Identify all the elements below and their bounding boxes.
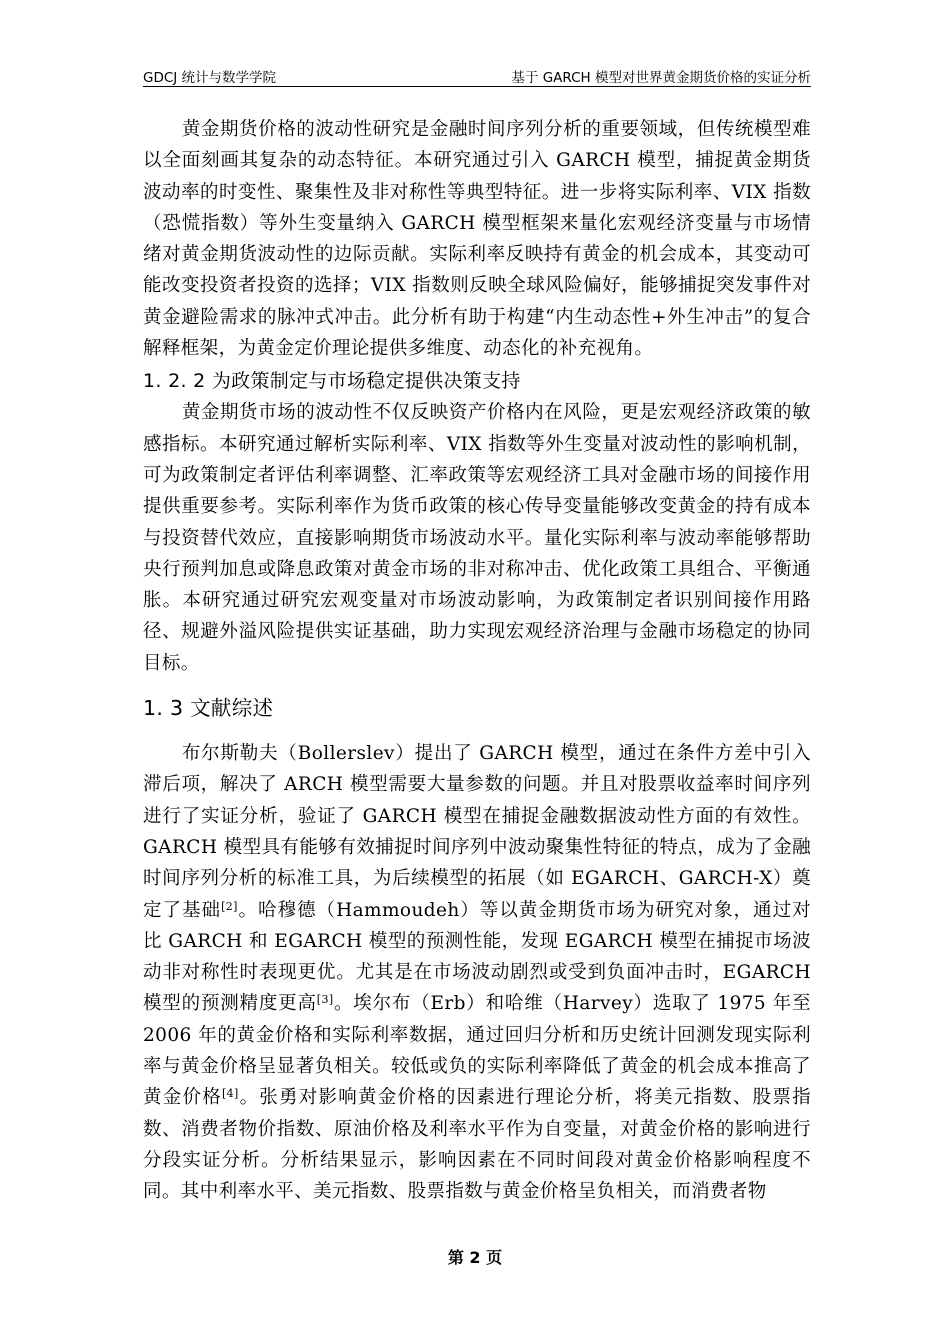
paragraph-2: 黄金期货市场的波动性不仅反映资产价格内在风险，更是宏观经济政策的敏感指标。本研究通过解析实际利率、VIX 指数等外生变量对波动性的影响机制，可为政策制定者评估利率调整、汇率政策等宏观经济工具对金融市场的间接作用提供重要参考。实际利率作为货币政策的核心传导变量能够改变黄金的持有成本与投资替代效应，直接影响期货市场波动水平。量化实际利率与波动率能够帮助央行预判加息或降息政策对黄金市场的非对称冲击、优化政策工具组合、平衡通胀。本研究通过研究宏观变量对市场波动影响，为政策制定者识别间接作用路径、规避外溢风险提供实证基础，助力实现宏观经济治理与金融市场稳定的协同目标。 bbox=[143, 402, 811, 674]
section-heading-1-2-2: 1. 2. 2 为政策制定与市场稳定提供决策支持 bbox=[143, 370, 521, 393]
paragraph-3-part-b: 。哈穆德（Hammoudeh）等以黄金期货市场为研究对象，通过对比 GARCH 和 EGARCH 模型的预测性能，发现 EGARCH 模型在捕捉市场波动非对称性时表现更优。尤其是在市场波动剧烈或受到负面冲击时，EGARCH 模型的预测精度更高 bbox=[143, 899, 811, 1015]
citation-4: [4] bbox=[221, 1087, 239, 1101]
citation-2: [2] bbox=[221, 899, 238, 913]
paragraph-3-part-c: 。埃尔布（Erb）和哈维（Harvey）选取了 1975 年至 2006 年的黄金价格和实际利率数据，通过回归分析和历史统计回测发现实际利率与黄金价格呈显著负相关。较低或负的实际利率降低了黄金的机会成本推高了黄金价格 bbox=[143, 993, 811, 1109]
header-divider bbox=[143, 86, 811, 87]
body-text bbox=[143, 114, 811, 1208]
paragraph-3 bbox=[143, 738, 811, 1207]
page-number: 第 2 页 bbox=[447, 1248, 503, 1267]
paragraph-1: 黄金期货价格的波动性研究是金融时间序列分析的重要领域，但传统模型难以全面刻画其复杂的动态特征。本研究通过引入 GARCH 模型，捕捉黄金期货波动率的时变性、聚集性及非对称性等典型特征。进一步将实际利率、VIX 指数（恐慌指数）等外生变量纳入 GARCH 模型框架来量化宏观经济变量与市场情绪对黄金期货波动性的边际贡献。实际利率反映持有黄金的机会成本，其变动可能改变投资者投资的选择；VIX 指数则反映全球风险偏好，能够捕捉突发事件对黄金避险需求的脉冲式冲击。此分析有助于构建“内生动态性+外生冲击”的复合解释框架，为黄金定价理论提供多维度、动态化的补充视角。 bbox=[143, 119, 811, 360]
section-heading-1-3: 1. 3 文献综述 bbox=[143, 696, 274, 721]
citation-3: [3] bbox=[316, 993, 334, 1007]
running-header bbox=[143, 62, 811, 86]
paragraph-3-part-a: 布尔斯勒夫（Bollerslev）提出了 GARCH 模型，通过在条件方差中引入滞后项，解决了 ARCH 模型需要大量参数的问题。并且对股票收益率时间序列进行了实证分析，验证了 GARCH 模型在捕捉金融数据波动性方面的有效性。GARCH 模型具有能够有效捕捉时间序列中波动聚集性特征的特点，成为了金融时间序列分析的标准工具，为后续模型的拓展（如 EGARCH、GARCH-X）奠定了基础 bbox=[143, 743, 811, 921]
header-institution: GDCJ 统计与数学学院 bbox=[143, 70, 277, 86]
header-paper-title: 基于 GARCH 模型对世界黄金期货价格的实证分析 bbox=[511, 70, 811, 86]
paragraph-3-part-d: 。张勇对影响黄金价格的因素进行理论分析，将美元指数、股票指数、消费者物价指数、原油价格及利率水平作为自变量，对黄金价格的影响进行分段实证分析。分析结果显示，影响因素在不同时间段对黄金价格影响程度不同。其中利率水平、美元指数、股票指数与黄金价格呈负相关，而消费者物 bbox=[143, 1087, 811, 1203]
